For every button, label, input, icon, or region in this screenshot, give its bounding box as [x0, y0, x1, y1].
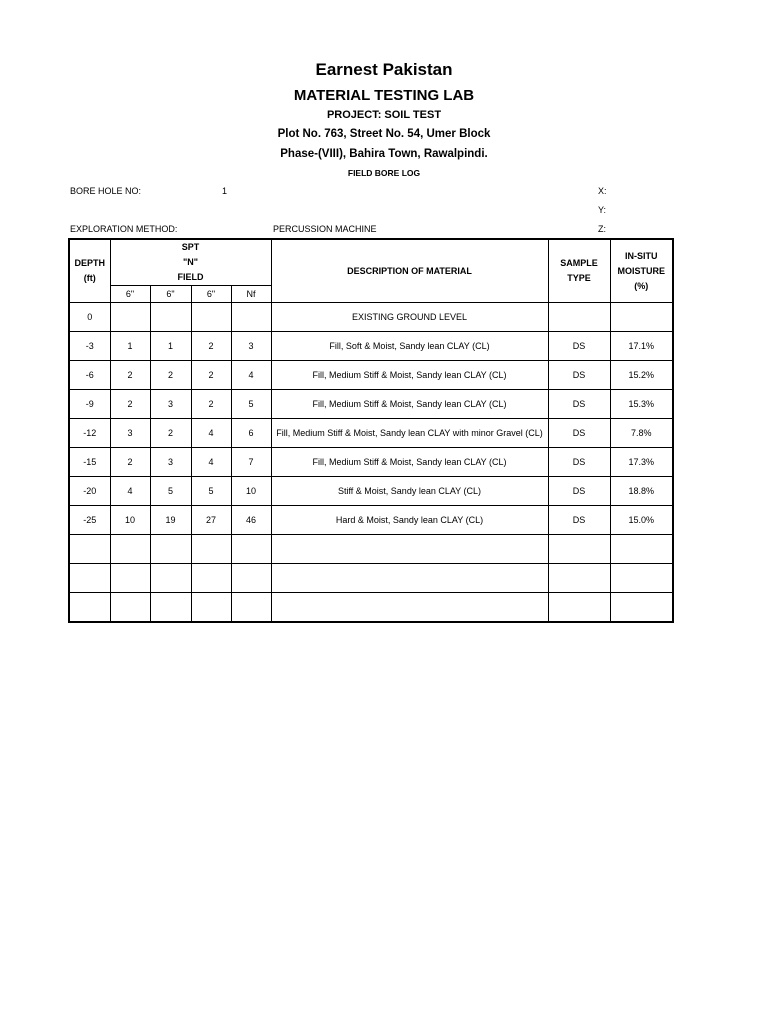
spt-n3-cell: 2	[191, 332, 231, 361]
spt-nf-cell: 4	[231, 361, 271, 390]
spt-nf-cell: 46	[231, 506, 271, 535]
spt-n2-cell: 5	[150, 477, 191, 506]
bore-hole-label: BORE HOLE NO:	[70, 186, 142, 196]
table-row	[69, 477, 673, 506]
spt-sub-2: 6"	[150, 286, 191, 303]
spt-n3-cell	[191, 303, 231, 332]
spt-nf-cell: 7	[231, 448, 271, 477]
description-cell: Fill, Medium Stiff & Moist, Sandy lean CLAY (CL)	[271, 390, 548, 419]
moisture-cell: 18.8%	[610, 477, 673, 506]
depth-cell	[69, 593, 110, 622]
spt-nf-cell: 6	[231, 419, 271, 448]
table-row	[69, 303, 673, 332]
spt-n2-cell: 1	[150, 332, 191, 361]
spt-n1-cell	[110, 303, 150, 332]
sample-type-cell: DS	[548, 448, 610, 477]
table-row	[69, 506, 673, 535]
depth-cell	[69, 535, 110, 564]
spt-n3-cell	[191, 564, 231, 593]
spt-n1-cell	[110, 564, 150, 593]
exploration-method-value: PERCUSSION MACHINE	[273, 224, 377, 234]
description-cell	[271, 593, 548, 622]
depth-cell: -20	[69, 477, 110, 506]
sample-type-cell: DS	[548, 477, 610, 506]
log-title: FIELD BORE LOG	[347, 168, 421, 178]
description-cell: EXISTING GROUND LEVEL	[271, 303, 548, 332]
spt-n3-cell: 4	[191, 448, 231, 477]
depth-cell: -6	[69, 361, 110, 390]
spt-n3-cell: 2	[191, 361, 231, 390]
spt-n2-cell	[150, 564, 191, 593]
spt-n1-cell	[110, 535, 150, 564]
y-label: Y:	[598, 205, 607, 215]
sample-type-cell: DS	[548, 419, 610, 448]
spt-n3-cell: 27	[191, 506, 231, 535]
address-line-2: Phase-(VIII), Bahira Town, Rawalpindi.	[280, 148, 488, 160]
moisture-cell	[610, 593, 673, 622]
spt-sub-1: 6"	[110, 286, 150, 303]
bore-log-table	[68, 238, 674, 623]
description-cell: Fill, Medium Stiff & Moist, Sandy lean CLAY with minor Gravel (CL)	[271, 419, 548, 448]
moisture-cell	[610, 564, 673, 593]
spt-n1-cell	[110, 593, 150, 622]
lab-name: MATERIAL TESTING LAB	[293, 87, 475, 104]
spt-n1-cell: 1	[110, 332, 150, 361]
moisture-header: IN-SITU MOISTURE (%)	[610, 239, 673, 303]
table-row	[69, 593, 673, 622]
sample-type-cell: DS	[548, 361, 610, 390]
exploration-method-label: EXPLORATION METHOD:	[70, 224, 178, 234]
spt-nf-cell: 10	[231, 477, 271, 506]
spt-n3-cell: 2	[191, 390, 231, 419]
x-label: X:	[598, 186, 607, 196]
moisture-cell: 17.1%	[610, 332, 673, 361]
spt-n2-cell: 19	[150, 506, 191, 535]
sample-type-cell: DS	[548, 390, 610, 419]
z-label: Z:	[598, 224, 606, 234]
moisture-cell: 7.8%	[610, 419, 673, 448]
moisture-cell: 17.3%	[610, 448, 673, 477]
company-name: Earnest Pakistan	[315, 60, 453, 79]
bore-hole-value: 1	[222, 186, 228, 196]
depth-cell: 0	[69, 303, 110, 332]
depth-header: DEPTH (ft)	[69, 239, 110, 303]
moisture-cell: 15.0%	[610, 506, 673, 535]
table-row	[69, 535, 673, 564]
spt-n1-cell: 10	[110, 506, 150, 535]
depth-cell: -9	[69, 390, 110, 419]
spt-nf-cell	[231, 535, 271, 564]
spt-n2-cell	[150, 593, 191, 622]
depth-cell	[69, 564, 110, 593]
spt-n1-cell: 2	[110, 361, 150, 390]
spt-n1-cell: 4	[110, 477, 150, 506]
table-row	[69, 390, 673, 419]
table-row	[69, 361, 673, 390]
spt-nf-cell	[231, 303, 271, 332]
sample-type-cell	[548, 535, 610, 564]
spt-nf-cell	[231, 564, 271, 593]
spt-n1-cell: 3	[110, 419, 150, 448]
spt-n1-cell: 2	[110, 448, 150, 477]
moisture-cell: 15.3%	[610, 390, 673, 419]
depth-cell: -3	[69, 332, 110, 361]
spt-header: SPT "N" FIELD	[110, 239, 271, 286]
spt-sub-nf: Nf	[231, 286, 271, 303]
spt-n2-cell: 2	[150, 419, 191, 448]
spt-n3-cell: 4	[191, 419, 231, 448]
spt-sub-3: 6"	[191, 286, 231, 303]
project-title: PROJECT: SOIL TEST	[326, 109, 442, 121]
sample-type-cell	[548, 564, 610, 593]
sample-type-cell: DS	[548, 506, 610, 535]
moisture-cell	[610, 535, 673, 564]
description-cell: Stiff & Moist, Sandy lean CLAY (CL)	[271, 477, 548, 506]
table-row	[69, 448, 673, 477]
moisture-cell: 15.2%	[610, 361, 673, 390]
spt-n2-cell: 3	[150, 448, 191, 477]
spt-n2-cell	[150, 303, 191, 332]
description-cell: Fill, Medium Stiff & Moist, Sandy lean CLAY (CL)	[271, 448, 548, 477]
spt-n3-cell: 5	[191, 477, 231, 506]
description-cell: Fill, Soft & Moist, Sandy lean CLAY (CL)	[271, 332, 548, 361]
table-header-row	[69, 239, 673, 286]
description-cell	[271, 564, 548, 593]
spt-n2-cell: 3	[150, 390, 191, 419]
spt-n1-cell: 2	[110, 390, 150, 419]
description-cell: Hard & Moist, Sandy lean CLAY (CL)	[271, 506, 548, 535]
depth-cell: -25	[69, 506, 110, 535]
spt-n2-cell	[150, 535, 191, 564]
description-header: DESCRIPTION OF MATERIAL	[271, 239, 548, 303]
sample-type-cell	[548, 303, 610, 332]
table-row	[69, 564, 673, 593]
moisture-cell	[610, 303, 673, 332]
description-cell	[271, 535, 548, 564]
table-row	[69, 419, 673, 448]
spt-nf-cell: 3	[231, 332, 271, 361]
sample-type-cell: DS	[548, 332, 610, 361]
sample-type-cell	[548, 593, 610, 622]
depth-cell: -15	[69, 448, 110, 477]
spt-nf-cell: 5	[231, 390, 271, 419]
spt-n3-cell	[191, 535, 231, 564]
depth-cell: -12	[69, 419, 110, 448]
sample-type-header: SAMPLE TYPE	[548, 239, 610, 303]
spt-n3-cell	[191, 593, 231, 622]
description-cell: Fill, Medium Stiff & Moist, Sandy lean CLAY (CL)	[271, 361, 548, 390]
spt-nf-cell	[231, 593, 271, 622]
spt-n2-cell: 2	[150, 361, 191, 390]
address-line-1: Plot No. 763, Street No. 54, Umer Block	[277, 128, 491, 140]
table-row	[69, 332, 673, 361]
